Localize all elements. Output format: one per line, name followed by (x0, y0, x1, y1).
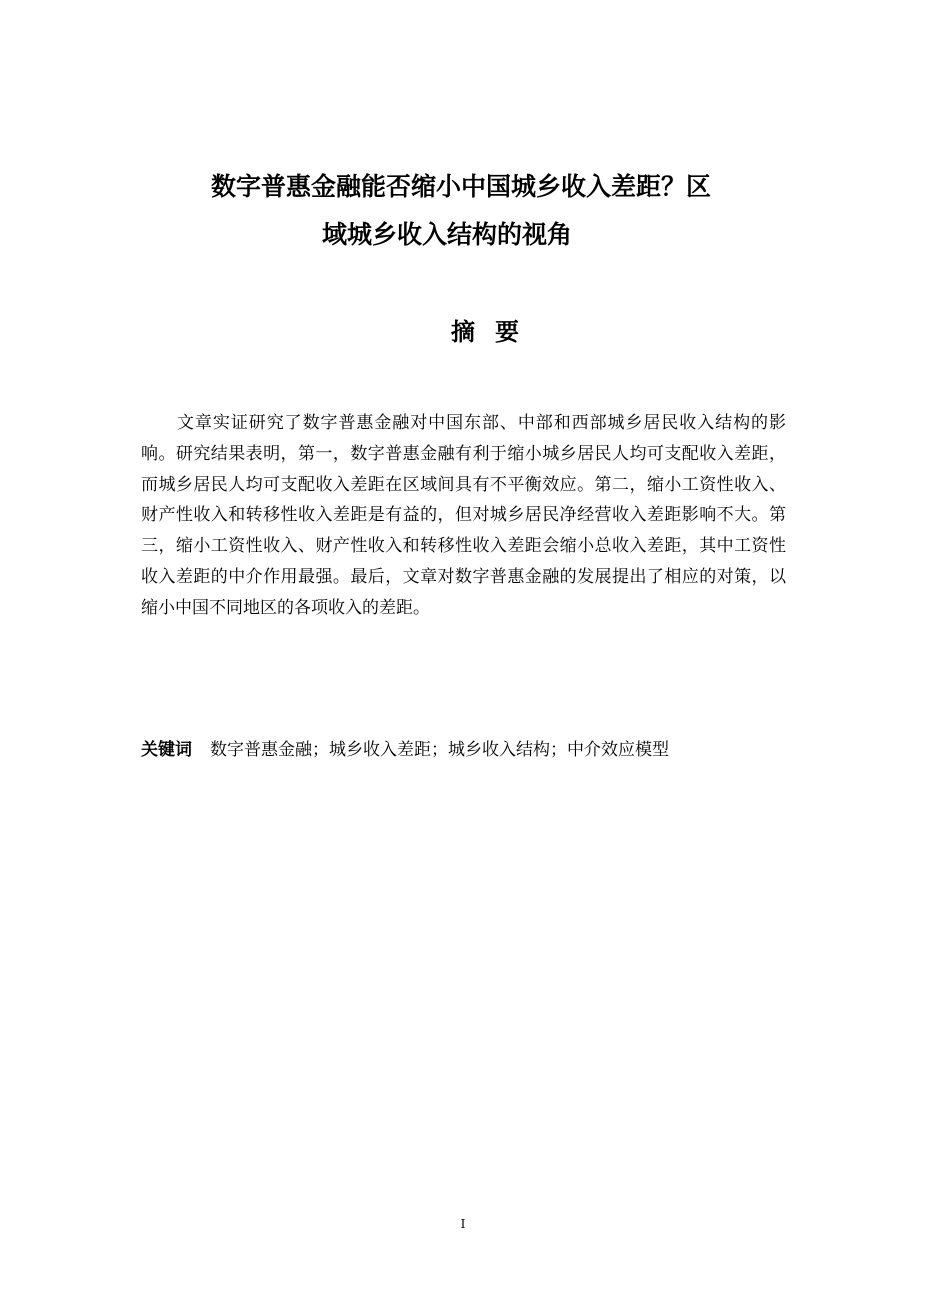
page-number: I (460, 1217, 466, 1231)
keywords-label: 关键词 (141, 740, 192, 760)
paper-title-line-1: 数字普惠金融能否缩小中国城乡收入差距？区 (211, 172, 712, 201)
paper-title-line-2: 域城乡收入结构的视角 (322, 220, 573, 249)
keywords-text: 数字普惠金融；城乡收入差距；城乡收入结构；中介效应模型 (210, 740, 669, 760)
abstract-body: 文章实证研究了数字普惠金融对中国东部、中部和西部城乡居民收入结构的影响。研究结果表明，第一，数字普惠金融有利于缩小城乡居民人均可支配收入差距，而城乡居民人均可支配收入差距在区域间具有不平衡效应。第二，缩小工资性收入、财产性收入和转移性收入差距是有益的，但对城乡居民净经营收入差距影响不大。第三，缩小工资性收入、财产性收入和转移性收入差距会缩小总收入差距，其中工资性收入差距的中介作用最强。最后，文章对数字普惠金融的发展提出了相应的对策，以缩小中国不同地区的各项收入的差距。 (141, 413, 786, 618)
keywords-row (141, 737, 669, 763)
abstract-heading: 摘要 (451, 318, 539, 346)
